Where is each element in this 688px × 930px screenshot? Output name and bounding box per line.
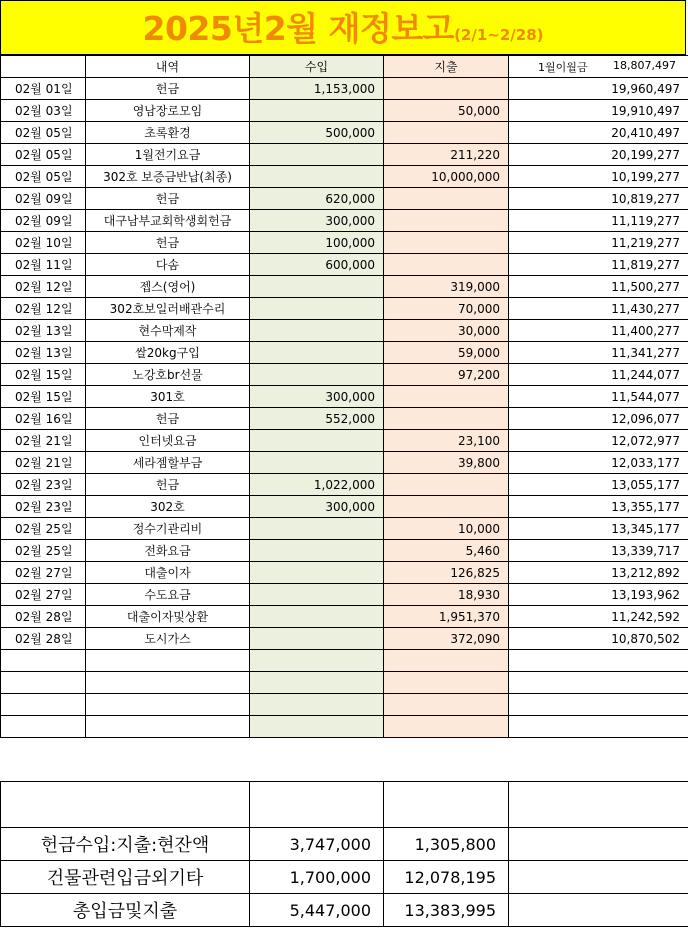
- row-balance: 11,430,277: [509, 298, 688, 320]
- row-income: 300,000: [250, 386, 384, 408]
- row-balance: 10,870,502: [509, 628, 688, 650]
- empty-cell: [509, 672, 688, 694]
- row-expense: [384, 78, 509, 100]
- row-balance: 11,242,592: [509, 606, 688, 628]
- table-row: [1, 276, 688, 298]
- row-desc: 헌금: [86, 78, 250, 100]
- empty-row: [1, 716, 688, 738]
- row-desc: 301호: [86, 386, 250, 408]
- empty-row: [1, 650, 688, 672]
- row-expense: [384, 254, 509, 276]
- row-income: [250, 430, 384, 452]
- empty-cell: [1, 650, 86, 672]
- summary-row: [1, 861, 688, 894]
- row-date: 02월 28일: [1, 628, 86, 650]
- header-desc: 내역: [86, 56, 250, 78]
- gap-row: [1, 738, 688, 782]
- row-expense: 30,000: [384, 320, 509, 342]
- row-expense: [384, 474, 509, 496]
- table-row: [1, 188, 688, 210]
- empty-cell: [509, 650, 688, 672]
- row-date: 02월 09일: [1, 188, 86, 210]
- row-balance: 19,910,497: [509, 100, 688, 122]
- table-row: [1, 254, 688, 276]
- row-balance: 20,410,497: [509, 122, 688, 144]
- row-desc: 헌금: [86, 188, 250, 210]
- table-row: [1, 364, 688, 386]
- summary-spacer-cell: [509, 782, 688, 828]
- row-desc: 대구남부교회학생회헌금: [86, 210, 250, 232]
- row-expense: [384, 386, 509, 408]
- row-expense: 50,000: [384, 100, 509, 122]
- empty-cell: [86, 694, 250, 716]
- summary-empty-cell: [509, 861, 688, 894]
- row-expense: 70,000: [384, 298, 509, 320]
- row-income: [250, 628, 384, 650]
- row-income: 300,000: [250, 210, 384, 232]
- row-expense: 372,090: [384, 628, 509, 650]
- row-expense: 23,100: [384, 430, 509, 452]
- row-date: 02월 05일: [1, 144, 86, 166]
- row-income: [250, 606, 384, 628]
- row-date: 02월 10일: [1, 232, 86, 254]
- row-desc: 대출이자및상환: [86, 606, 250, 628]
- row-balance: 10,819,277: [509, 188, 688, 210]
- row-expense: 126,825: [384, 562, 509, 584]
- summary-spacer-cell: [384, 782, 509, 828]
- table-row: [1, 628, 688, 650]
- row-date: 02월 12일: [1, 276, 86, 298]
- empty-cell: [384, 716, 509, 738]
- table-row: [1, 584, 688, 606]
- summary-income: 3,747,000: [250, 828, 384, 861]
- row-desc: 세라젬할부금: [86, 452, 250, 474]
- row-balance: 19,960,497: [509, 78, 688, 100]
- report-title-main: 2025년2월 재정보고: [142, 9, 455, 48]
- row-date: 02월 09일: [1, 210, 86, 232]
- row-expense: 18,930: [384, 584, 509, 606]
- header-date-cell: [1, 56, 86, 78]
- table-row: [1, 496, 688, 518]
- row-date: 02월 23일: [1, 474, 86, 496]
- summary-row: [1, 828, 688, 861]
- row-expense: 97,200: [384, 364, 509, 386]
- row-income: [250, 276, 384, 298]
- empty-cell: [250, 672, 384, 694]
- row-desc: 302호 보증금반납(최종): [86, 166, 250, 188]
- row-balance: 13,345,177: [509, 518, 688, 540]
- table-row: [1, 122, 688, 144]
- row-income: [250, 562, 384, 584]
- empty-cell: [1, 716, 86, 738]
- row-balance: 12,072,977: [509, 430, 688, 452]
- row-desc: 1월전기요금: [86, 144, 250, 166]
- row-income: 552,000: [250, 408, 384, 430]
- summary-label: 헌금수입:지출:현잔액: [1, 828, 250, 861]
- row-date: 02월 23일: [1, 496, 86, 518]
- empty-cell: [509, 716, 688, 738]
- empty-row: [1, 672, 688, 694]
- row-balance: 11,119,277: [509, 210, 688, 232]
- table-row: [1, 100, 688, 122]
- row-income: [250, 100, 384, 122]
- row-expense: 10,000,000: [384, 166, 509, 188]
- row-date: 02월 15일: [1, 364, 86, 386]
- summary-empty-cell: [509, 828, 688, 861]
- row-desc: 도시가스: [86, 628, 250, 650]
- row-income: [250, 166, 384, 188]
- empty-cell: [86, 672, 250, 694]
- table-row: [1, 78, 688, 100]
- row-desc: 수도요금: [86, 584, 250, 606]
- prev-balance-value: 18,807,497: [613, 58, 676, 72]
- row-desc: 쌀20kg구입: [86, 342, 250, 364]
- row-desc: 전화요금: [86, 540, 250, 562]
- header-prev-balance-cell: [509, 56, 688, 78]
- row-date: 02월 28일: [1, 606, 86, 628]
- table-row: [1, 562, 688, 584]
- row-balance: 13,212,892: [509, 562, 688, 584]
- summary-expense: 13,383,995: [384, 894, 509, 927]
- empty-cell: [250, 650, 384, 672]
- row-expense: 39,800: [384, 452, 509, 474]
- row-expense: 1,951,370: [384, 606, 509, 628]
- empty-cell: [384, 672, 509, 694]
- row-expense: [384, 496, 509, 518]
- header-income: 수입: [250, 56, 384, 78]
- row-date: 02월 05일: [1, 166, 86, 188]
- row-desc: 현수막제작: [86, 320, 250, 342]
- header-expense: 지출: [384, 56, 509, 78]
- summary-spacer-row: [1, 782, 688, 828]
- row-desc: 젭스(영어): [86, 276, 250, 298]
- table-row: [1, 342, 688, 364]
- prev-balance-label: 1월이월금: [538, 60, 588, 74]
- row-date: 02월 13일: [1, 320, 86, 342]
- row-income: [250, 540, 384, 562]
- row-income: 500,000: [250, 122, 384, 144]
- row-date: 02월 16일: [1, 408, 86, 430]
- row-income: [250, 452, 384, 474]
- table-row: [1, 474, 688, 496]
- row-balance: 11,341,277: [509, 342, 688, 364]
- row-income: 1,022,000: [250, 474, 384, 496]
- table-row: [1, 430, 688, 452]
- summary-label: 총입금및지출: [1, 894, 250, 927]
- row-date: 02월 01일: [1, 78, 86, 100]
- row-desc: 302호보일러배관수리: [86, 298, 250, 320]
- report-title: [0, 0, 686, 55]
- row-expense: 211,220: [384, 144, 509, 166]
- row-expense: 319,000: [384, 276, 509, 298]
- row-balance: 13,355,177: [509, 496, 688, 518]
- summary-income: 5,447,000: [250, 894, 384, 927]
- row-date: 02월 21일: [1, 452, 86, 474]
- table-row: [1, 606, 688, 628]
- row-expense: [384, 232, 509, 254]
- row-desc: 영남장로모임: [86, 100, 250, 122]
- row-balance: 20,199,277: [509, 144, 688, 166]
- gap-cell: [1, 738, 688, 782]
- empty-cell: [250, 716, 384, 738]
- table-row: [1, 210, 688, 232]
- table-row: [1, 408, 688, 430]
- row-desc: 헌금: [86, 232, 250, 254]
- summary-label: 건물관련입금외기타: [1, 861, 250, 894]
- row-desc: 초록환경: [86, 122, 250, 144]
- table-row: [1, 232, 688, 254]
- row-date: 02월 12일: [1, 298, 86, 320]
- row-expense: [384, 122, 509, 144]
- row-desc: 다솜: [86, 254, 250, 276]
- row-balance: 12,033,177: [509, 452, 688, 474]
- row-balance: 11,219,277: [509, 232, 688, 254]
- empty-cell: [509, 694, 688, 716]
- empty-cell: [1, 672, 86, 694]
- row-expense: 10,000: [384, 518, 509, 540]
- row-income: [250, 144, 384, 166]
- row-balance: 11,244,077: [509, 364, 688, 386]
- row-desc: 헌금: [86, 408, 250, 430]
- row-income: 1,153,000: [250, 78, 384, 100]
- row-expense: [384, 188, 509, 210]
- row-income: [250, 518, 384, 540]
- row-balance: 10,199,277: [509, 166, 688, 188]
- row-balance: 11,544,077: [509, 386, 688, 408]
- row-balance: 12,096,077: [509, 408, 688, 430]
- row-income: 600,000: [250, 254, 384, 276]
- summary-expense: 12,078,195: [384, 861, 509, 894]
- row-expense: [384, 210, 509, 232]
- summary-spacer-cell: [250, 782, 384, 828]
- empty-cell: [250, 694, 384, 716]
- table-row: [1, 166, 688, 188]
- row-balance: 13,055,177: [509, 474, 688, 496]
- row-date: 02월 15일: [1, 386, 86, 408]
- row-balance: 11,400,277: [509, 320, 688, 342]
- row-balance: 13,339,717: [509, 540, 688, 562]
- ledger-table: [0, 55, 688, 927]
- header-row: [1, 56, 688, 78]
- row-income: 100,000: [250, 232, 384, 254]
- table-row: [1, 320, 688, 342]
- row-income: 620,000: [250, 188, 384, 210]
- row-date: 02월 21일: [1, 430, 86, 452]
- row-date: 02월 25일: [1, 518, 86, 540]
- row-date: 02월 27일: [1, 562, 86, 584]
- row-expense: 5,460: [384, 540, 509, 562]
- row-desc: 헌금: [86, 474, 250, 496]
- row-desc: 인터넷요금: [86, 430, 250, 452]
- table-row: [1, 452, 688, 474]
- summary-income: 1,700,000: [250, 861, 384, 894]
- row-income: [250, 584, 384, 606]
- summary-row: [1, 894, 688, 927]
- row-expense: 59,000: [384, 342, 509, 364]
- summary-empty-cell: [509, 894, 688, 927]
- row-expense: [384, 408, 509, 430]
- table-row: [1, 386, 688, 408]
- row-balance: 11,819,277: [509, 254, 688, 276]
- row-income: [250, 364, 384, 386]
- report-title-range: (2/1~2/28): [454, 26, 544, 44]
- row-balance: 11,500,277: [509, 276, 688, 298]
- row-desc: 정수기관리비: [86, 518, 250, 540]
- row-desc: 302호: [86, 496, 250, 518]
- row-desc: 노강호br선물: [86, 364, 250, 386]
- table-row: [1, 144, 688, 166]
- empty-row: [1, 694, 688, 716]
- summary-expense: 1,305,800: [384, 828, 509, 861]
- table-row: [1, 540, 688, 562]
- empty-cell: [384, 694, 509, 716]
- row-income: [250, 320, 384, 342]
- row-income: 300,000: [250, 496, 384, 518]
- table-row: [1, 298, 688, 320]
- empty-cell: [384, 650, 509, 672]
- empty-cell: [86, 650, 250, 672]
- row-date: 02월 05일: [1, 122, 86, 144]
- row-date: 02월 27일: [1, 584, 86, 606]
- table-row: [1, 518, 688, 540]
- row-desc: 대출이자: [86, 562, 250, 584]
- row-income: [250, 342, 384, 364]
- row-date: 02월 03일: [1, 100, 86, 122]
- row-date: 02월 25일: [1, 540, 86, 562]
- row-income: [250, 298, 384, 320]
- summary-spacer-cell: [1, 782, 250, 828]
- row-date: 02월 11일: [1, 254, 86, 276]
- empty-cell: [86, 716, 250, 738]
- row-balance: 13,193,962: [509, 584, 688, 606]
- empty-cell: [1, 694, 86, 716]
- row-date: 02월 13일: [1, 342, 86, 364]
